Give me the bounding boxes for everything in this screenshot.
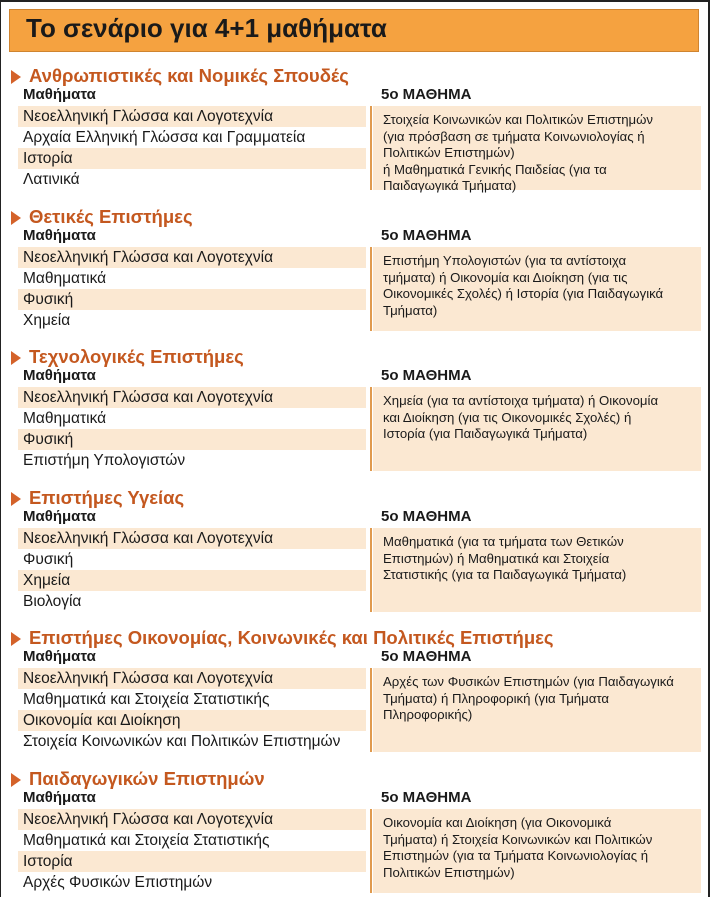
section-title: Ανθρωπιστικές και Νομικές Σπουδές [29, 65, 349, 86]
subject-row: Μαθηματικά [23, 270, 107, 287]
section-title: Επιστήμες Οικονομίας, Κοινωνικές και Πολιτικές Επιστήμες [29, 627, 554, 648]
subject-row: Χημεία [18, 570, 366, 591]
subjects-column-header: Μαθήματα [23, 648, 96, 665]
subjects-list [18, 387, 366, 471]
section-header [11, 346, 244, 368]
subject-row: Φυσική [23, 551, 74, 568]
subjects-column-header: Μαθήματα [23, 367, 96, 384]
column-divider [370, 528, 372, 612]
arrow-right-icon [11, 211, 21, 225]
fifth-subject-box [373, 668, 701, 752]
subject-row: Νεοελληνική Γλώσσα και Λογοτεχνία [18, 668, 366, 689]
subject-row: Στοιχεία Κοινωνικών και Πολιτικών Επιστημών [23, 733, 341, 750]
section-title: Τεχνολογικές Επιστήμες [29, 346, 244, 367]
subject-row: Μαθηματικά και Στοιχεία Στατιστικής [23, 691, 270, 708]
column-divider [370, 106, 372, 190]
fifth-subject-column-header: 5ο ΜΑΘΗΜΑ [381, 508, 472, 525]
fifth-subject-box [373, 387, 701, 471]
section [1, 65, 710, 205]
section-header [11, 206, 193, 228]
subject-row: Μαθηματικά και Στοιχεία Στατιστικής [23, 832, 270, 849]
fifth-subject-box [373, 106, 701, 193]
section-header [11, 627, 554, 649]
subject-row: Νεοελληνική Γλώσσα και Λογοτεχνία [18, 809, 366, 830]
page-title: Το σενάριο για 4+1 μαθήματα [26, 13, 387, 43]
fifth-subject-text: Χημεία (για τα αντίστοιχα τμήματα) ή Οικονομία και Διοίκηση (για τις Οικονομικές Σχολές) ή Ιστορία (για Παιδαγωγικά Τμήματα) [383, 393, 659, 441]
column-divider [370, 809, 372, 893]
section [1, 346, 710, 486]
arrow-right-icon [11, 70, 21, 84]
fifth-subject-box [373, 247, 701, 331]
subject-row: Φυσική [18, 429, 366, 450]
fifth-subject-text: Επιστήμη Υπολογιστών (για τα αντίστοιχα τμήματα) ή Οικονομία και Διοίκηση (για τις Οικονομικές Σχολές) ή Ιστορία (για Παιδαγωγικά Τμήματα) [383, 253, 664, 318]
subjects-column-header: Μαθήματα [23, 227, 96, 244]
fifth-subject-box [373, 528, 701, 612]
arrow-right-icon [11, 773, 21, 787]
subjects-column-header: Μαθήματα [23, 508, 96, 525]
fifth-subject-column-header: 5ο ΜΑΘΗΜΑ [381, 86, 472, 103]
subjects-list [18, 106, 366, 190]
subject-row: Νεοελληνική Γλώσσα και Λογοτεχνία [18, 106, 366, 127]
arrow-right-icon [11, 492, 21, 506]
section [1, 768, 710, 908]
subject-row: Ιστορία [18, 851, 366, 872]
fifth-subject-column-header: 5ο ΜΑΘΗΜΑ [381, 227, 472, 244]
fifth-subject-column-header: 5ο ΜΑΘΗΜΑ [381, 648, 472, 665]
section-title: Θετικές Επιστήμες [29, 206, 193, 227]
section-title: Επιστήμες Υγείας [29, 487, 185, 508]
section [1, 206, 710, 346]
fifth-subject-text: Οικονομία και Διοίκηση (για Οικονομικά Τμήματα) ή Στοιχεία Κοινωνικών και Πολιτικών Επιστημών (για τα Τμήματα Κοινωνιολογίας ή Πολιτικών Επιστημών) [383, 815, 653, 880]
subjects-list [18, 247, 366, 331]
section-header [11, 768, 265, 790]
subjects-list [18, 528, 366, 612]
fifth-subject-text: Αρχές των Φυσικών Επιστημών (για Παιδαγωγικά Τμήματα) ή Πληροφορική (για Τμήματα Πληροφορικής) [383, 674, 674, 722]
column-divider [370, 668, 372, 752]
subject-row: Λατινικά [23, 171, 80, 188]
subject-row: Νεοελληνική Γλώσσα και Λογοτεχνία [18, 247, 366, 268]
subject-row: Φυσική [18, 289, 366, 310]
section-header [11, 65, 349, 87]
fifth-subject-text: Στοιχεία Κοινωνικών και Πολιτικών Επιστημών (για πρόσβαση σε τμήματα Κοινωνιολογίας ή Πολιτικών Επιστημών) ή Μαθηματικά Γενικής Παιδείας (για τα Παιδαγωγικά Τμήματα) [383, 112, 654, 193]
section-header [11, 487, 184, 509]
subject-row: Αρχαία Ελληνική Γλώσσα και Γραμματεία [23, 129, 306, 146]
subjects-list [18, 668, 366, 752]
section [1, 627, 710, 767]
subject-row: Αρχές Φυσικών Επιστημών [23, 874, 213, 891]
fifth-subject-text: Μαθηματικά (για τα τμήματα των Θετικών Επιστημών) ή Μαθηματικά και Στοιχεία Στατιστικής (για τα Παιδαγωγικά Τμήματα) [383, 534, 627, 582]
subject-row: Χημεία [23, 312, 71, 329]
subject-row: Οικονομία και Διοίκηση [18, 710, 366, 731]
subject-row: Νεοελληνική Γλώσσα και Λογοτεχνία [18, 528, 366, 549]
fifth-subject-column-header: 5ο ΜΑΘΗΜΑ [381, 367, 472, 384]
subject-row: Νεοελληνική Γλώσσα και Λογοτεχνία [18, 387, 366, 408]
subjects-column-header: Μαθήματα [23, 789, 96, 806]
fifth-subject-column-header: 5ο ΜΑΘΗΜΑ [381, 789, 472, 806]
subject-row: Επιστήμη Υπολογιστών [23, 452, 186, 469]
subjects-list [18, 809, 366, 893]
section-title: Παιδαγωγικών Επιστημών [29, 768, 265, 789]
subject-row: Μαθηματικά [23, 410, 107, 427]
fifth-subject-box [373, 809, 701, 893]
title-bar [9, 9, 699, 52]
section [1, 487, 710, 627]
subject-row: Ιστορία [18, 148, 366, 169]
column-divider [370, 387, 372, 471]
arrow-right-icon [11, 351, 21, 365]
arrow-right-icon [11, 632, 21, 646]
subject-row: Βιολογία [23, 593, 82, 610]
column-divider [370, 247, 372, 331]
subjects-column-header: Μαθήματα [23, 86, 96, 103]
